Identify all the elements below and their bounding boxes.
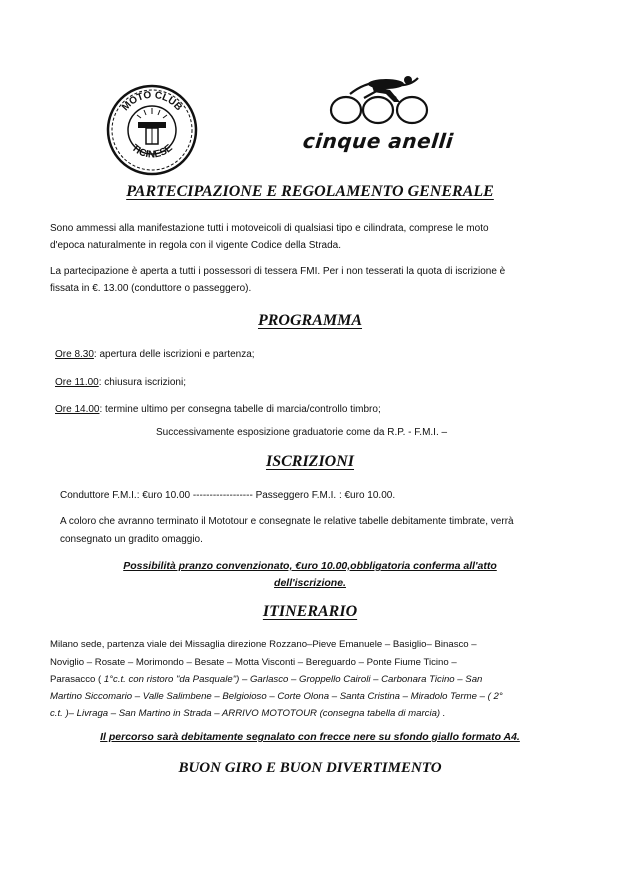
svg-text:MOTO CLUB: MOTO CLUB <box>120 89 185 114</box>
itinerary-line-3 <box>50 671 482 688</box>
route-signage-note: Il percorso sarà debitamente segnalato con frecce nere su sfondo giallo formato A4. <box>100 731 520 743</box>
itinerary-line-3-start: Parasacco ( <box>50 674 104 685</box>
programma-text: : apertura delle iscrizioni e partenza; <box>93 349 255 360</box>
closing-greeting: BUON GIRO E BUON DIVERTIMENTO <box>178 760 442 776</box>
programma-text: : termine ultimo per consegna tabelle di marcia/controllo timbro; <box>99 404 381 415</box>
iscrizioni-fees: Conduttore F.M.I.: €uro 10.00 ------------------ Passeggero F.M.I. : €uro 10.00. <box>60 490 396 501</box>
itinerary-line-2: Noviglio – Rosate – Morimondo – Besate – Motta Visconti – Bereguardo – Ponte Fiume Ticino – <box>50 657 457 668</box>
cinque-anelli-emblem <box>320 72 440 134</box>
intro-line-2: d'epoca naturalmente in regola con il vigente Codice della Strada. <box>50 240 341 251</box>
programma-item <box>55 346 255 363</box>
itinerary-line-5: c.t. )– Livraga – San Martino in Strada – ARRIVO MOTOTOUR (consegna tabella di marcia) . <box>50 708 446 719</box>
programma-time: Ore 8.30 <box>55 349 94 360</box>
lunch-note-line-1: Possibilità pranzo convenzionato, €uro 10.00,obbligatoria conferma all'atto <box>123 560 497 572</box>
iscrizioni-gift-line-1: A coloro che avranno terminato il Mototour e consegnate le relative tabelle debitamente timbrate, verrà <box>60 516 514 527</box>
programma-item <box>55 374 186 391</box>
programma-after: Successivamente esposizione graduatorie come da R.P. - F.M.I. – <box>156 427 448 438</box>
svg-text:TICINESE: TICINESE <box>129 142 175 161</box>
lunch-note-line-2: dell'iscrizione. <box>274 577 346 589</box>
programma-time: Ore 11.00 <box>55 377 99 388</box>
itinerary-line-4: Martino Siccomario – Valle Salimbene – Belgioioso – Corte Olona – Santa Cristina – Miradolo Terme – ( 2° <box>50 691 503 702</box>
intro-line-1: Sono ammessi alla manifestazione tutti i motoveicoli di qualsiasi tipo e cilindrata, comprese le moto <box>50 223 489 234</box>
itinerary-line-3-rest: 1°c.t. con ristoro "da Pasquale") – Garlasco – Groppello Cairoli – Carbonara Ticino – San <box>103 674 483 685</box>
intro-line-3: La partecipazione è aperta a tutti i possessori di tessera FMI. Per i non tesserati la quota di iscrizione è <box>50 266 506 277</box>
itinerario-heading: ITINERARIO <box>262 603 358 620</box>
iscrizioni-gift-line-2: consegnato un gradito omaggio. <box>60 534 203 545</box>
programma-time: Ore 14.00 <box>55 404 100 415</box>
programma-item <box>55 401 381 418</box>
cinque-anelli-wordmark: cinque anelli <box>301 129 455 153</box>
iscrizioni-heading: ISCRIZIONI <box>265 453 355 470</box>
moto-club-ticinese-logo <box>106 84 198 176</box>
page-title: PARTECIPAZIONE E REGOLAMENTO GENERALE <box>126 183 494 200</box>
programma-text: : chiusura iscrizioni; <box>98 377 186 388</box>
programma-heading: PROGRAMMA <box>257 312 363 329</box>
itinerary-line-1: Milano sede, partenza viale dei Missaglia direzione Rozzano–Pieve Emanuele – Basiglio– Binasco – <box>50 639 477 650</box>
intro-line-4: fissata in €. 13.00 (conduttore o passeggero). <box>50 283 252 294</box>
